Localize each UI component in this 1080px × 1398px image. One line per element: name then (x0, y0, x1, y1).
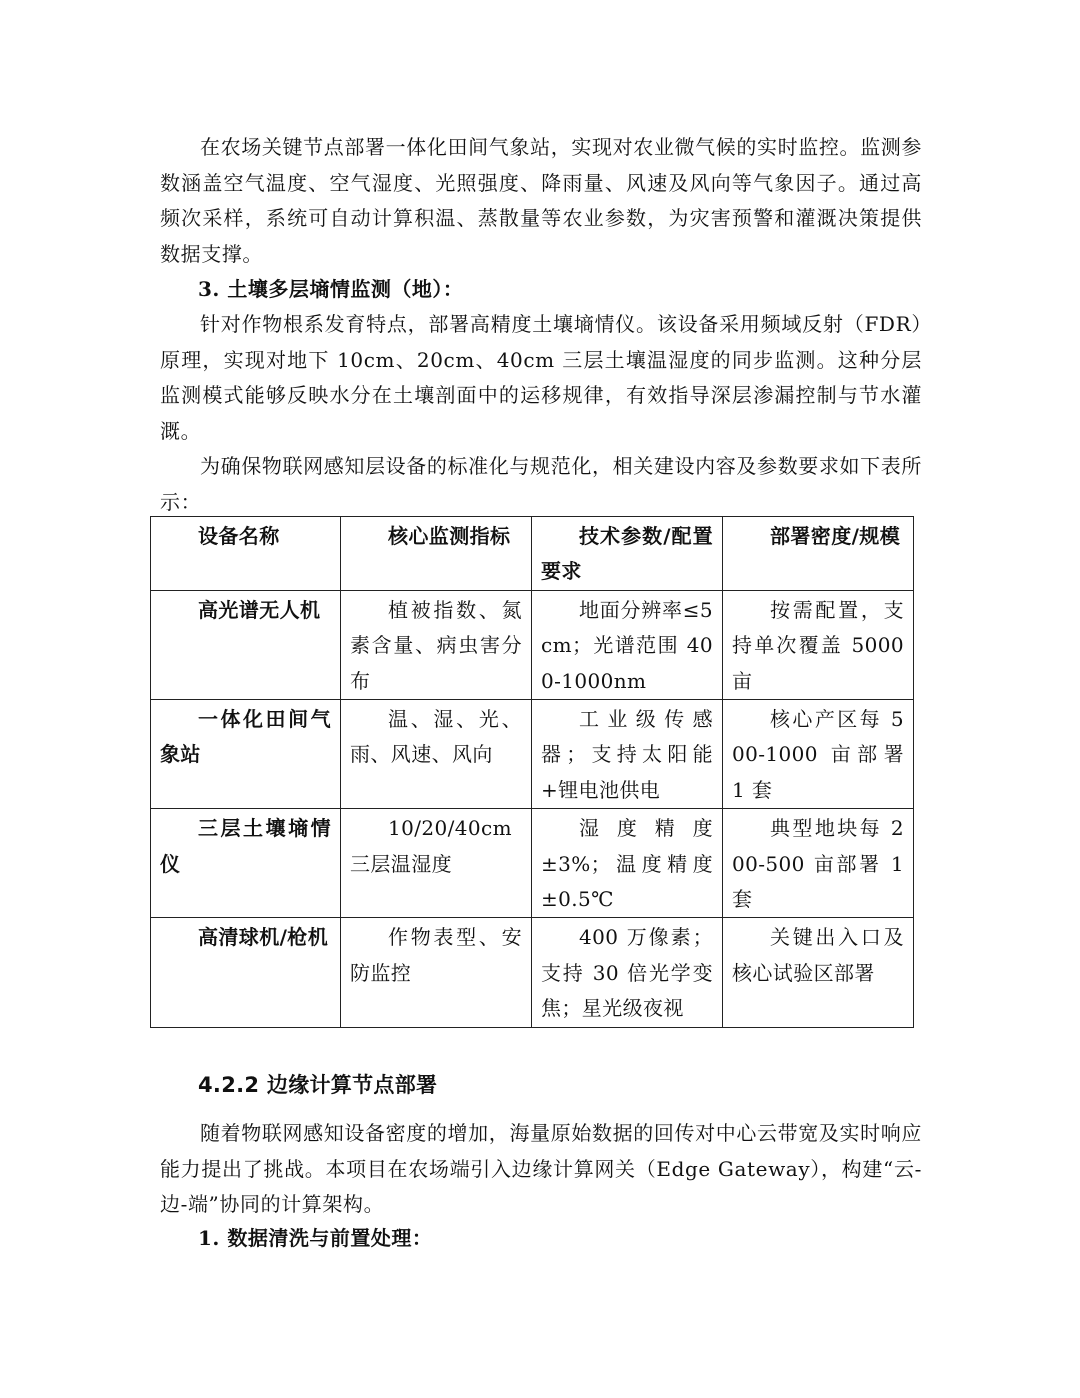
header-core-metrics: 核心监测指标 (341, 517, 532, 591)
cell-device-name: 三层土壤墒情仪 (151, 809, 341, 918)
cell-device-name: 一体化田间气象站 (151, 700, 341, 809)
table-row (151, 809, 914, 918)
cell-core-metrics: 10/20/40cm 三层温湿度 (341, 809, 532, 918)
table-row (151, 918, 914, 1027)
cell-deploy-density: 核心产区每 500-1000 亩部署 1 套 (723, 700, 914, 809)
soil-moisture-heading: 3. 土壤多层墒情监测（地）： (198, 277, 464, 301)
cell-device-name: 高清球机/枪机 (151, 918, 341, 1027)
header-device-name: 设备名称 (151, 517, 341, 591)
cell-device-name: 高光谱无人机 (151, 590, 341, 699)
cell-deploy-density: 典型地块每 200-500 亩部署 1 套 (723, 809, 914, 918)
cell-core-metrics: 作物表型、安防监控 (341, 918, 532, 1027)
weather-station-paragraph: 在农场关键节点部署一体化田间气象站，实现对农业微气候的实时监控。监测参数涵盖空气温度、空气湿度、光照强度、降雨量、风速及风向等气象因子。通过高频次采样，系统可自动计算积温、蒸散量等农业参数，为灾害预警和灌溉决策提供数据支撑。 (160, 135, 922, 266)
table-row (151, 700, 914, 809)
data-cleaning-subheading: 1. 数据清洗与前置处理： (198, 1226, 433, 1250)
edge-computing-heading: 4.2.2 边缘计算节点部署 (198, 1073, 438, 1097)
cell-core-metrics: 植被指数、氮素含量、病虫害分布 (341, 590, 532, 699)
header-tech-params: 技术参数/配置要求 (532, 517, 723, 591)
cell-deploy-density: 关键出入口及核心试验区部署 (723, 918, 914, 1027)
edge-computing-paragraph: 随着物联网感知设备密度的增加，海量原始数据的回传对中心云带宽及实时响应能力提出了挑战。本项目在农场端引入边缘计算网关（Edge Gateway），构建“云-边-端”协同的计算架构。 (160, 1121, 922, 1216)
cell-core-metrics: 温、湿、光、雨、风速、风向 (341, 700, 532, 809)
cell-tech-params: 地面分辨率≤5cm；光谱范围 400-1000nm (532, 590, 723, 699)
table-row (151, 590, 914, 699)
cell-deploy-density: 按需配置，支持单次覆盖 5000 亩 (723, 590, 914, 699)
cell-tech-params: 工业级传感器；支持太阳能+锂电池供电 (532, 700, 723, 809)
header-deploy-density: 部署密度/规模 (723, 517, 914, 591)
table-intro-paragraph: 为确保物联网感知层设备的标准化与规范化，相关建设内容及参数要求如下表所示： (160, 454, 922, 514)
cell-tech-params: 400 万像素；支持 30 倍光学变焦；星光级夜视 (532, 918, 723, 1027)
device-spec-table (150, 516, 914, 1028)
soil-moisture-paragraph: 针对作物根系发育特点，部署高精度土壤墒情仪。该设备采用频域反射（FDR）原理，实现对地下 10cm、20cm、40cm 三层土壤温湿度的同步监测。这种分层监测模式能够反映水分在土壤剖面中的运移规律，有效指导深层渗漏控制与节水灌溉。 (160, 312, 922, 443)
table-header-row (151, 517, 914, 591)
cell-tech-params: 湿度精度±3%；温度精度±0.5℃ (532, 809, 723, 918)
